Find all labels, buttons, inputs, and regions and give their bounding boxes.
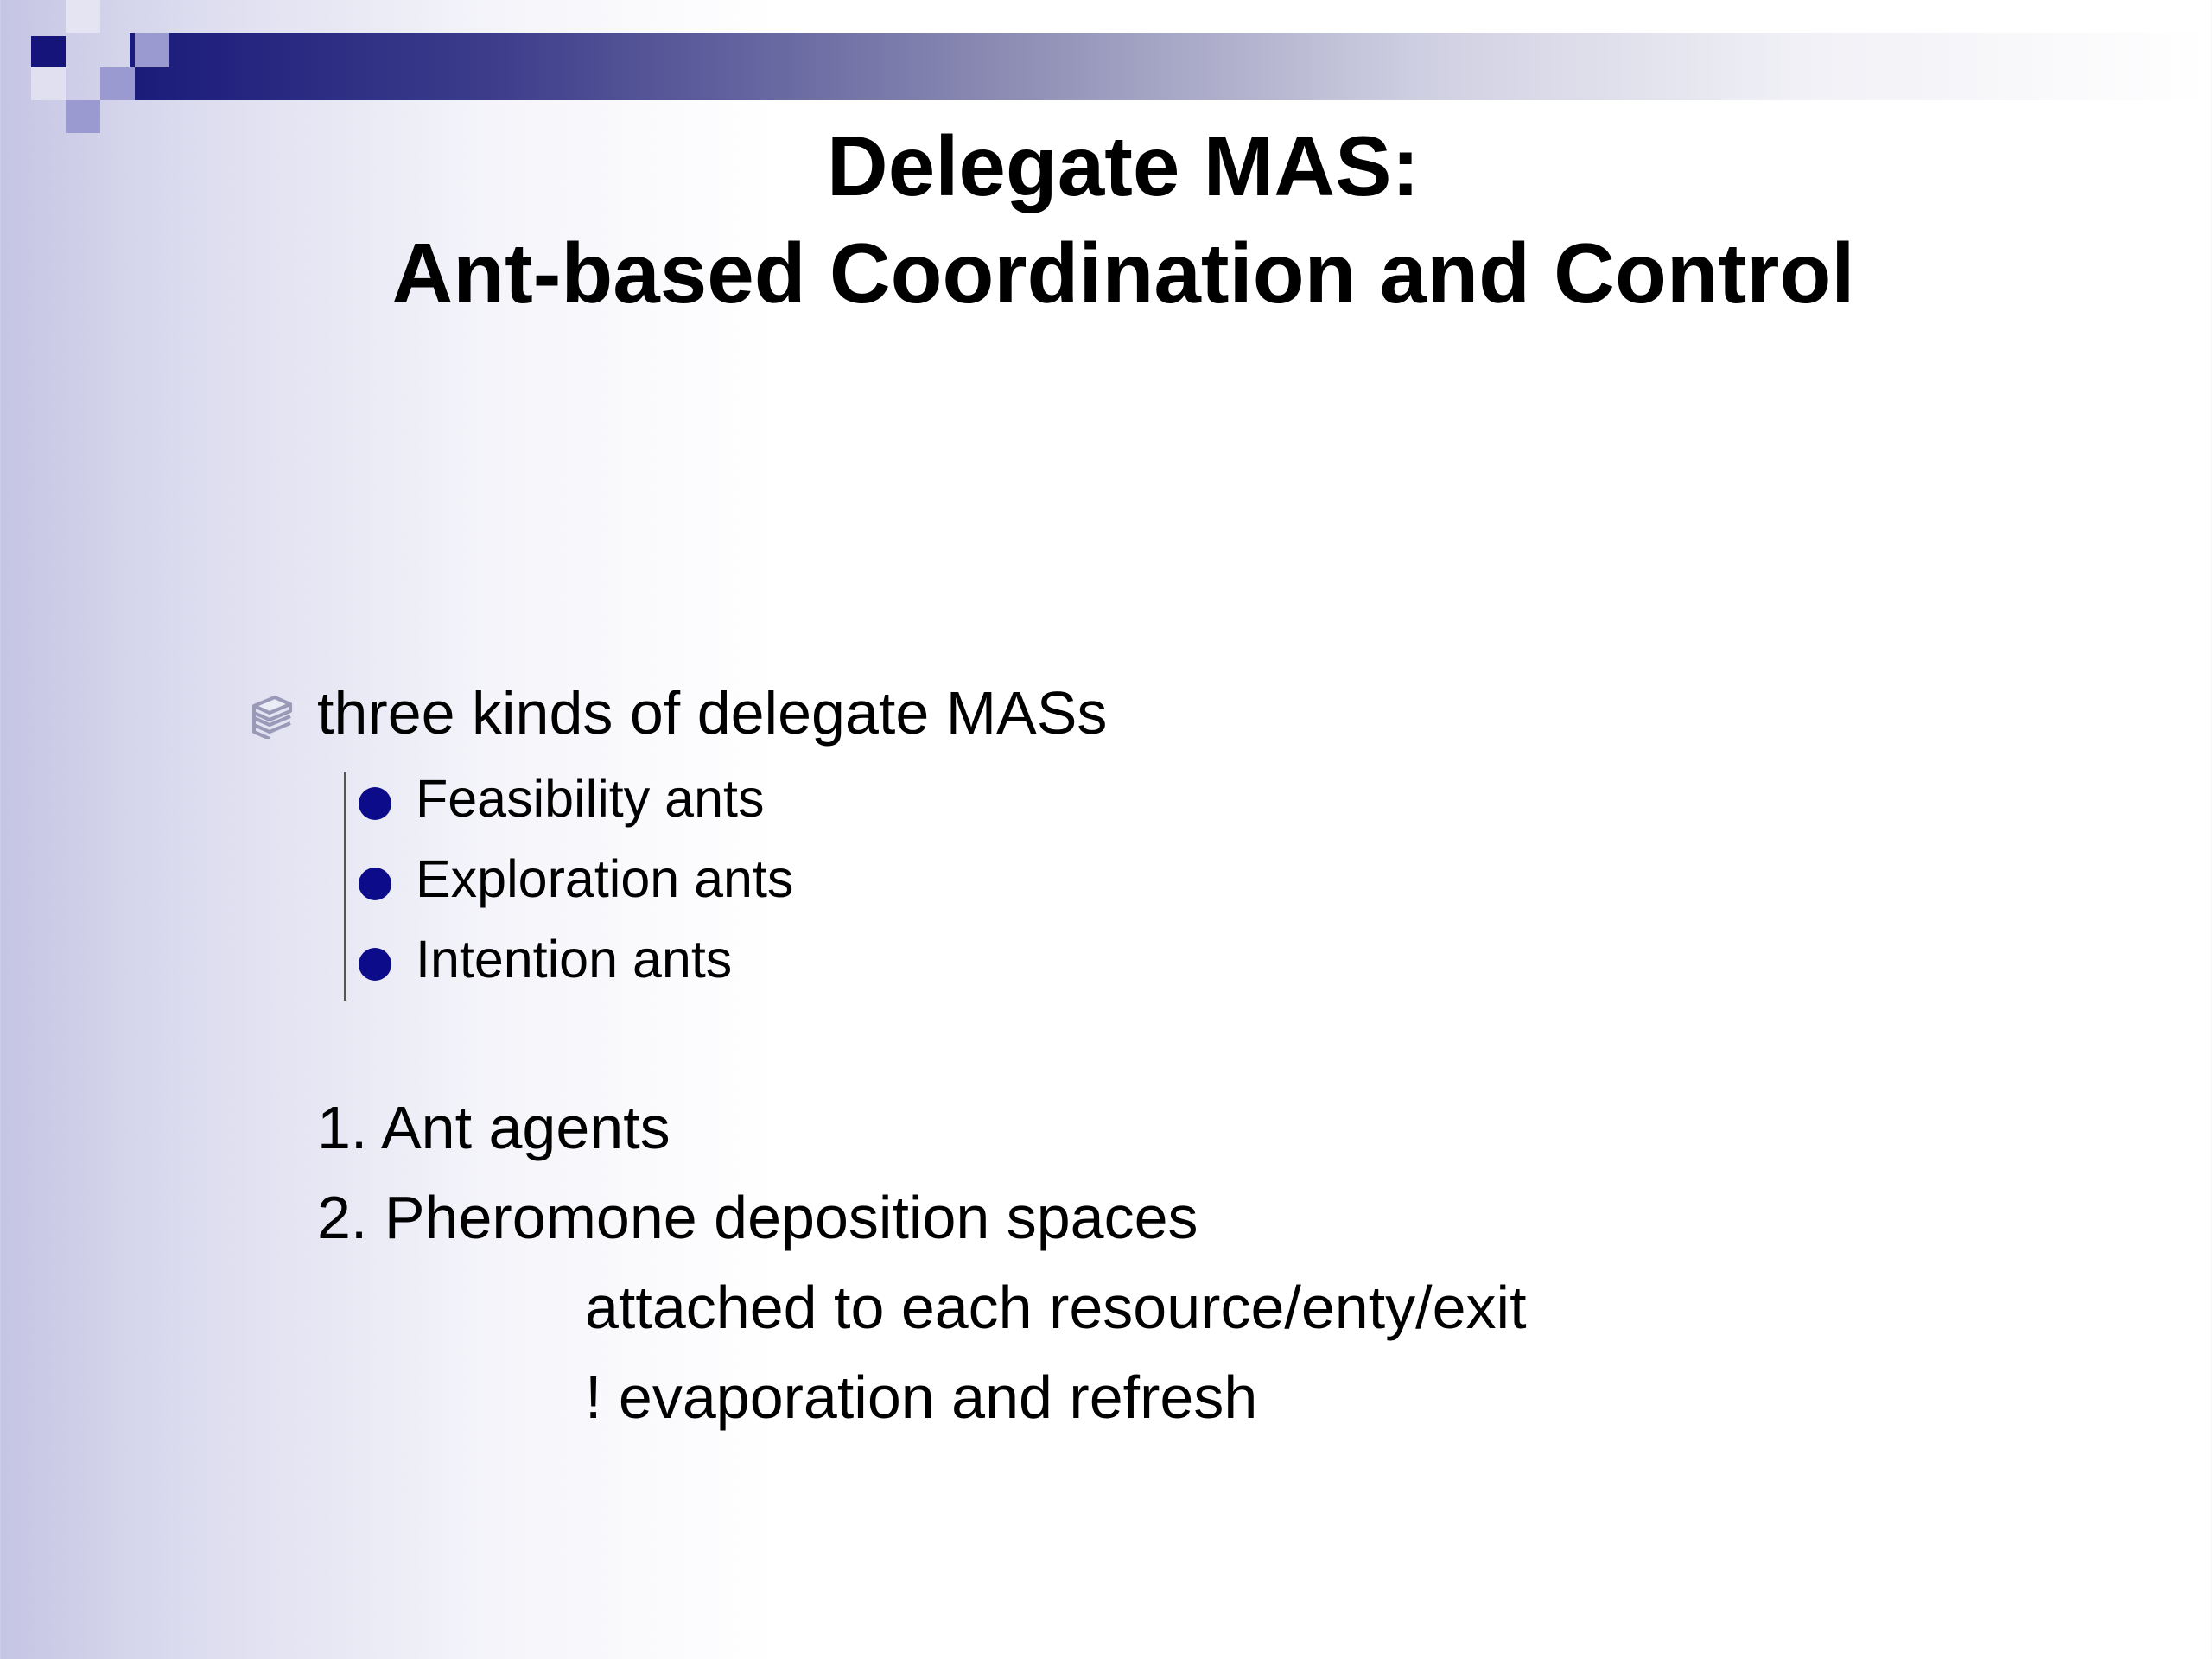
numbered-item-2: 2. Pheromone deposition spaces	[317, 1184, 1198, 1251]
detail-line-2: ! evaporation and refresh	[585, 1363, 1258, 1431]
bullet-dot-icon	[359, 948, 391, 981]
slide-title-line-2: Ant-based Coordination and Control	[391, 226, 1855, 321]
list-item-label: Feasibility ants	[416, 769, 765, 828]
list-item	[359, 764, 764, 833]
list-item-label: Exploration ants	[416, 849, 794, 908]
list-item-label: Intention ants	[416, 930, 733, 988]
list-item	[359, 925, 732, 994]
header-gradient-bar	[130, 33, 2212, 100]
book-stack-icon	[251, 694, 294, 739]
numbered-item-1: 1. Ant agents	[317, 1094, 671, 1161]
decor-square	[31, 67, 66, 100]
bullet-dot-icon	[359, 787, 391, 820]
detail-line-1: attached to each resource/enty/exit	[585, 1274, 1527, 1341]
decor-square	[31, 36, 66, 67]
sub-list-rule	[344, 772, 346, 1001]
bullet-dot-icon	[359, 868, 391, 900]
slide-title-line-1: Delegate MAS:	[826, 118, 1421, 213]
decor-square	[100, 67, 135, 100]
bullet-heading: three kinds of delegate MASs	[317, 679, 1108, 747]
list-item	[359, 844, 793, 913]
slide-title	[0, 112, 2212, 327]
decor-square	[135, 33, 169, 67]
decor-square	[66, 0, 100, 33]
